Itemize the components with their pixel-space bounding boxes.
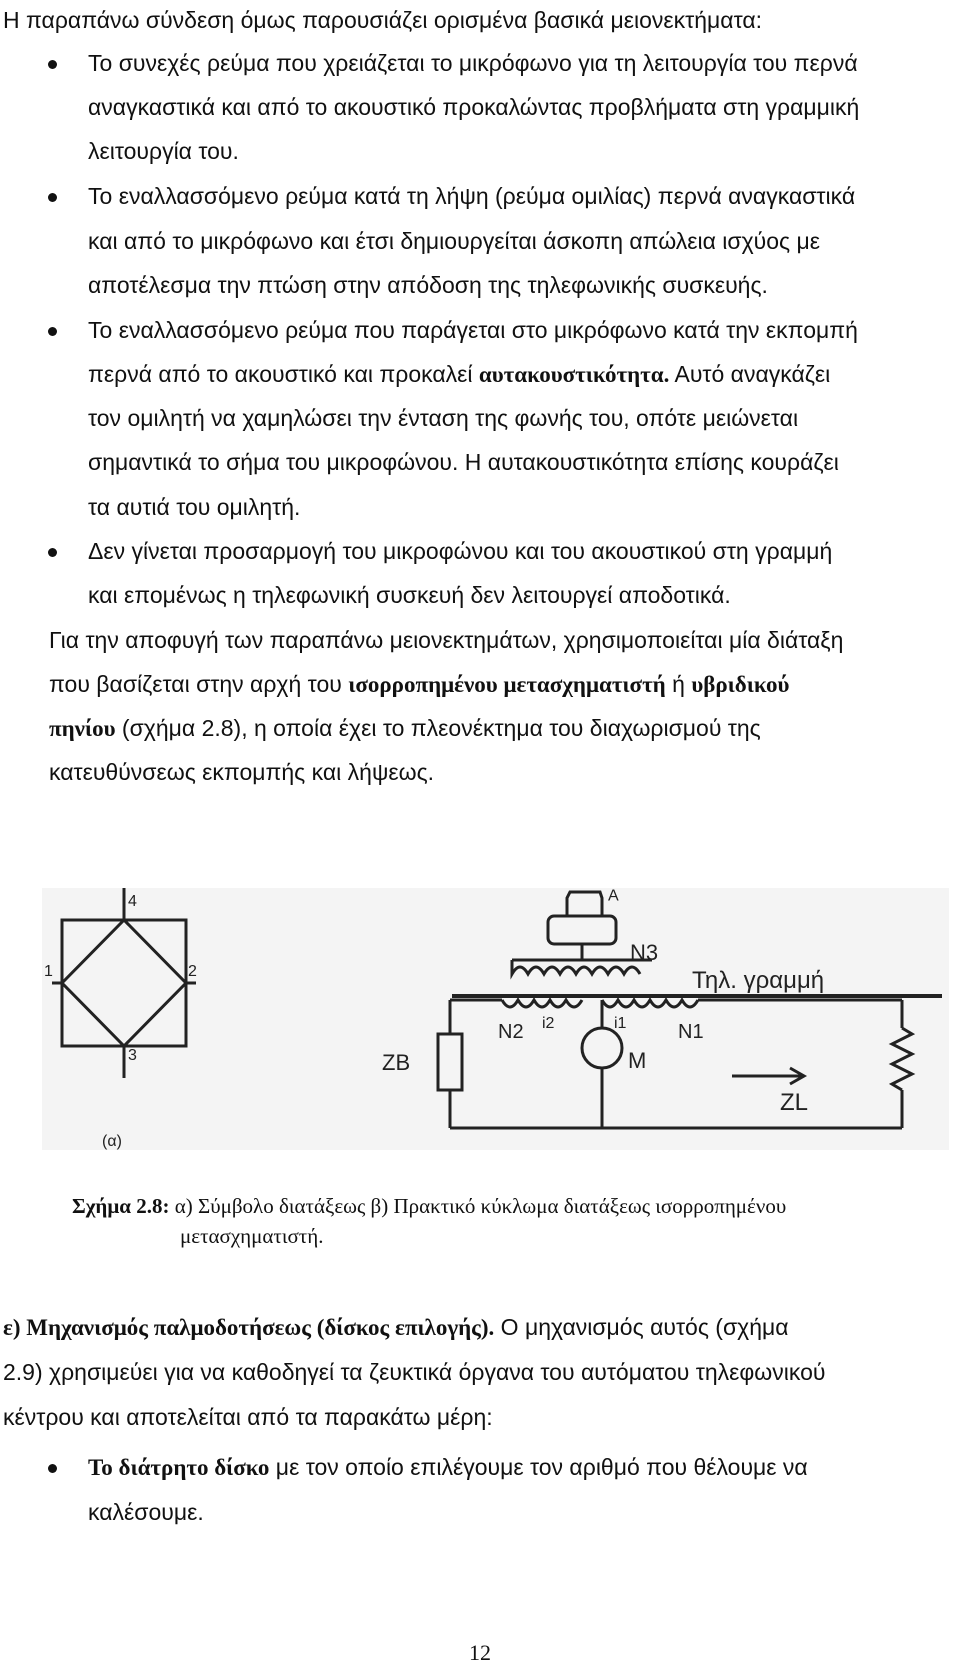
bullet3-line1: Το εναλλασσόμενο ρεύμα που παράγεται στο μικρόφωνο κατά την εκπομπή bbox=[88, 317, 858, 343]
para2-line3 bbox=[49, 713, 960, 744]
bridge-node-3: 3 bbox=[128, 1047, 137, 1064]
page-number: 12 bbox=[469, 1640, 491, 1665]
para2-bold-term1: ισορροπημένου μετασχηματιστή bbox=[348, 672, 666, 697]
para2-line1: Για την αποφυγή των παραπάνω μειονεκτημάτων, χρησιμοποιείται μία διάταξη bbox=[49, 627, 844, 653]
caption-text1: α) Σύμβολο διατάξεως β) Πρακτικό κύκλωμα διατάξεως ισορροπημένου bbox=[169, 1194, 787, 1218]
bridge-node-4: 4 bbox=[128, 893, 137, 910]
figure-2-8 bbox=[42, 888, 949, 1150]
para3-line1 bbox=[3, 1312, 960, 1343]
para2-line2-pre: που βασίζεται στην αρχή του bbox=[49, 671, 349, 697]
para3-line3: κέντρου και αποτελείται από τα παρακάτω μέρη: bbox=[3, 1404, 493, 1430]
bullet3-line5: τα αυτιά του ομιλητή. bbox=[88, 494, 301, 520]
bridge-diamond bbox=[62, 920, 186, 1046]
receiver-A bbox=[548, 916, 616, 944]
figure-part-a-label: (α) bbox=[102, 1133, 122, 1150]
bullet3-line3: τον ομιλητή να χαμηλώσει την ένταση της φωνής του, οπότε μειώνεται bbox=[88, 405, 799, 431]
bullet3-bold-term: αυτακουστικότητα. bbox=[478, 362, 670, 387]
bullet5-bold-term: Το διάτρητο δίσκο bbox=[88, 1455, 270, 1480]
bullet1-line1 bbox=[88, 48, 930, 78]
bullet-marker bbox=[48, 327, 57, 336]
figure-caption-line2: μετασχηματιστή. bbox=[180, 1224, 324, 1248]
label-ZL: ZL bbox=[780, 1089, 809, 1116]
bullet-marker bbox=[48, 60, 57, 69]
microphone-M bbox=[582, 1028, 622, 1068]
bullet3-line4: σημαντικά το σήμα του μικροφώνου. Η αυτακουστικότητα επίσης κουράζει bbox=[88, 449, 839, 475]
bullet-marker bbox=[48, 193, 57, 202]
para3-line1-post: Ο μηχανισμός αυτός (σχήμα bbox=[494, 1314, 789, 1340]
label-i1: i1 bbox=[614, 1015, 627, 1032]
bridge-node-2: 2 bbox=[188, 963, 197, 980]
bullet3-line2-pre: περνά από το ακουστικό και προκαλεί bbox=[88, 361, 479, 387]
bullet2-line3: αποτέλεσμα την πτώση στην απόδοση της τηλεφωνικής συσκευής. bbox=[88, 272, 768, 298]
para2-line4: κατευθύνσεως εκπομπής και λήψεως. bbox=[49, 759, 435, 785]
para2-bold-term3: πηνίου bbox=[49, 716, 116, 741]
hybrid-circuit bbox=[438, 892, 942, 1128]
label-ZB: ZB bbox=[382, 1050, 411, 1075]
bridge-symbol bbox=[52, 888, 196, 1078]
bullet-marker bbox=[48, 548, 57, 557]
para2-line2-mid: ή bbox=[665, 671, 692, 697]
label-line: Τηλ. γραμμή bbox=[692, 967, 825, 994]
caption-label: Σχήμα 2.8: bbox=[72, 1194, 170, 1218]
para2-line3-post: (σχήμα 2.8), η οποία έχει το πλεονέκτημα του διαχωρισμού της bbox=[115, 715, 761, 741]
receiver-cap bbox=[567, 892, 602, 916]
bullet4-line1: Δεν γίνεται προσαρμογή του μικροφώνου και του ακουστικού στη γραμμή bbox=[88, 538, 833, 564]
bullet-marker bbox=[48, 1464, 57, 1473]
label-A: A bbox=[608, 888, 619, 905]
bullet5-text: με τον οποίο επιλέγουμε τον αριθμό που θέλουμε να bbox=[269, 1454, 808, 1480]
para2-bold-term2: υβριδικού bbox=[691, 672, 790, 697]
bullet3-line2 bbox=[88, 359, 960, 390]
label-i2: i2 bbox=[542, 1015, 555, 1032]
figure-caption-line1 bbox=[72, 1192, 786, 1220]
resistor-ZL bbox=[892, 1028, 912, 1090]
bullet5-line1 bbox=[88, 1452, 960, 1483]
bullet1-line2: αναγκαστικά και από το ακουστικό προκαλώντας προβλήματα στη γραμμική bbox=[88, 94, 860, 120]
para2-line2 bbox=[49, 669, 960, 700]
coil-N2 bbox=[502, 1000, 582, 1007]
label-N1: N1 bbox=[678, 1021, 704, 1043]
label-N2: N2 bbox=[498, 1021, 524, 1043]
bullet3-line2-post: Αυτό αναγκάζει bbox=[669, 361, 831, 387]
label-N3: N3 bbox=[630, 940, 659, 965]
bullet2-line2: και από το μικρόφωνο και έτσι δημιουργείται άσκοπη απώλεια ισχύος με bbox=[88, 228, 821, 254]
bullet1-line3: λειτουργία του. bbox=[88, 138, 239, 164]
coil-N1 bbox=[602, 1000, 698, 1007]
bridge-frame bbox=[62, 920, 186, 1046]
bullet2-line1: Το εναλλασσόμενο ρεύμα κατά τη λήψη (ρεύμα ομιλίας) περνά αναγκαστικά bbox=[88, 183, 856, 209]
resistor-ZB bbox=[438, 1034, 462, 1090]
coil-N3 bbox=[512, 960, 640, 974]
label-M: M bbox=[628, 1048, 647, 1073]
figure-diagram bbox=[42, 888, 949, 1150]
intro-text: Η παραπάνω σύνδεση όμως παρουσιάζει ορισμένα βασικά μειονεκτήματα: bbox=[3, 7, 763, 33]
bridge-node-1: 1 bbox=[44, 963, 53, 980]
bullet1-line1-text: Το συνεχές ρεύμα που χρειάζεται το μικρόφωνο για τη λειτουργία του περνά bbox=[88, 50, 858, 76]
bullet4-line2: και επομένως η τηλεφωνική συσκευή δεν λειτουργεί αποδοτικά. bbox=[88, 582, 731, 608]
para3-line2: 2.9) χρησιμεύει για να καθοδηγεί τα ζευκτικά όργανα του αυτόματου τηλεφωνικού bbox=[3, 1359, 826, 1385]
bullet5-line2: καλέσουμε. bbox=[88, 1499, 204, 1525]
para3-bold-heading: ε) Μηχανισμός παλμοδοτήσεως (δίσκος επιλογής). bbox=[3, 1315, 495, 1340]
